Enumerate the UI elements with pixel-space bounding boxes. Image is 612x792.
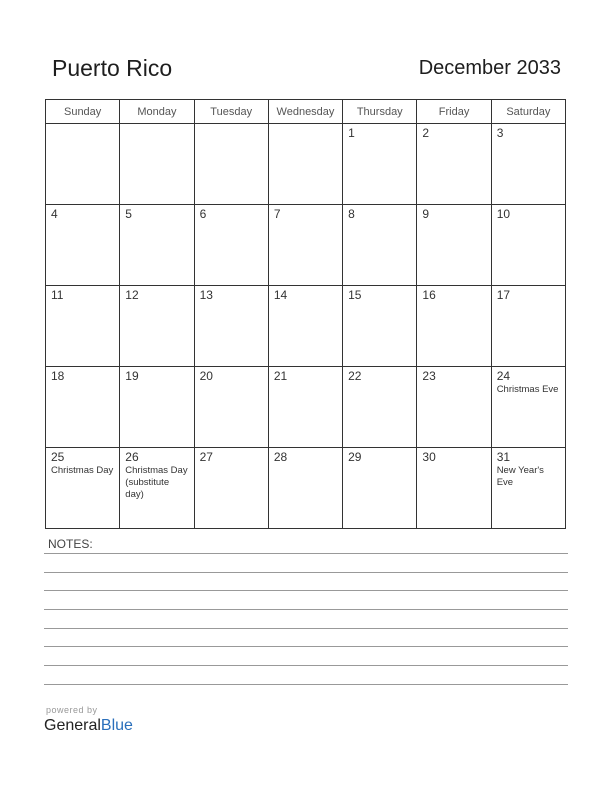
- day-cell: [268, 448, 342, 529]
- day-number: 26: [125, 450, 139, 464]
- note-line: [44, 553, 568, 554]
- day-cell: [417, 286, 491, 367]
- day-cell: [417, 367, 491, 448]
- note-line: [44, 628, 568, 629]
- day-cell: [491, 205, 565, 286]
- holiday-label: Christmas Eve: [496, 384, 559, 395]
- day-cell: [46, 205, 120, 286]
- day-number: 21: [273, 369, 288, 383]
- day-number: 25: [51, 450, 65, 464]
- weekday-wednesday: Wednesday: [268, 100, 342, 124]
- day-number: 24: [496, 369, 511, 383]
- day-cell: [194, 367, 268, 448]
- note-line: [44, 646, 568, 647]
- day-cell: [46, 286, 120, 367]
- week-row-4: [46, 367, 566, 448]
- day-number: 17: [496, 288, 511, 302]
- day-number: 5: [125, 207, 132, 221]
- day-cell: [343, 448, 417, 529]
- day-cell: [194, 448, 268, 529]
- week-row-3: [46, 286, 566, 367]
- day-number: 29: [348, 450, 362, 464]
- day-number: 8: [348, 207, 355, 221]
- day-cell: [194, 124, 268, 205]
- day-number: 7: [273, 207, 281, 221]
- note-line: [44, 665, 568, 666]
- weekday-sunday: Sunday: [46, 100, 120, 124]
- day-number: 19: [125, 369, 139, 383]
- day-cell: [120, 367, 194, 448]
- day-cell: [417, 205, 491, 286]
- day-cell: [120, 205, 194, 286]
- day-cell: [268, 367, 342, 448]
- day-number: 30: [422, 450, 436, 464]
- day-number: 27: [199, 450, 213, 464]
- weekday-friday: Friday: [417, 100, 491, 124]
- notes-label: NOTES:: [48, 537, 93, 551]
- day-cell: [120, 124, 194, 205]
- day-cell: [268, 124, 342, 205]
- day-cell: [343, 124, 417, 205]
- day-number: 14: [273, 288, 288, 302]
- weekday-thursday: Thursday: [343, 100, 417, 124]
- day-cell: [194, 286, 268, 367]
- day-number: 11: [51, 288, 64, 302]
- day-cell: [120, 286, 194, 367]
- note-line: [44, 590, 568, 591]
- day-number: 13: [199, 288, 213, 302]
- day-cell: [491, 448, 565, 529]
- day-number: 31: [496, 450, 511, 464]
- day-number: 18: [51, 369, 65, 383]
- brand-logo: [44, 717, 133, 735]
- note-line: [44, 609, 568, 610]
- note-line: [44, 572, 568, 573]
- day-cell: [417, 448, 491, 529]
- powered-by-text: powered by: [46, 705, 98, 715]
- day-cell: [46, 124, 120, 205]
- day-cell: [491, 367, 565, 448]
- brand-part-general: General: [44, 717, 101, 734]
- day-cell: [343, 205, 417, 286]
- day-number: 4: [51, 207, 58, 221]
- day-cell: [268, 286, 342, 367]
- day-number: 16: [422, 288, 436, 302]
- day-number: 6: [199, 207, 207, 221]
- day-number: 15: [348, 288, 362, 302]
- month-year-title: December 2033: [418, 57, 561, 79]
- day-number: 20: [199, 369, 213, 383]
- holiday-label: Christmas Day: [51, 465, 114, 476]
- day-cell: [491, 286, 565, 367]
- week-row-2: [46, 205, 566, 286]
- holiday-label: New Year's Eve: [496, 465, 544, 488]
- day-cell: [46, 448, 120, 529]
- day-number: 9: [422, 207, 430, 221]
- holiday-label: Christmas Day (substitute day): [125, 465, 188, 500]
- day-cell: [417, 124, 491, 205]
- day-number: 23: [422, 369, 436, 383]
- week-row-5: [46, 448, 566, 529]
- day-number: 22: [348, 369, 362, 383]
- day-number: 1: [348, 126, 355, 140]
- brand-part-blue: Blue: [100, 717, 133, 734]
- day-cell: [46, 367, 120, 448]
- day-number: 12: [125, 288, 139, 302]
- weekday-saturday: Saturday: [491, 100, 565, 124]
- day-cell: [120, 448, 194, 529]
- weekday-header-row: [46, 100, 566, 124]
- calendar-grid: [45, 99, 566, 529]
- day-cell: [343, 367, 417, 448]
- day-number: 2: [422, 126, 430, 140]
- day-number: 10: [496, 207, 511, 221]
- day-cell: [268, 205, 342, 286]
- note-line: [44, 684, 568, 685]
- day-cell: [194, 205, 268, 286]
- day-cell: [343, 286, 417, 367]
- day-cell: [491, 124, 565, 205]
- day-number: 28: [273, 450, 288, 464]
- weekday-tuesday: Tuesday: [194, 100, 268, 124]
- weekday-monday: Monday: [120, 100, 194, 124]
- week-row-1: [46, 124, 566, 205]
- country-title: Puerto Rico: [52, 55, 173, 81]
- day-number: 3: [496, 126, 504, 140]
